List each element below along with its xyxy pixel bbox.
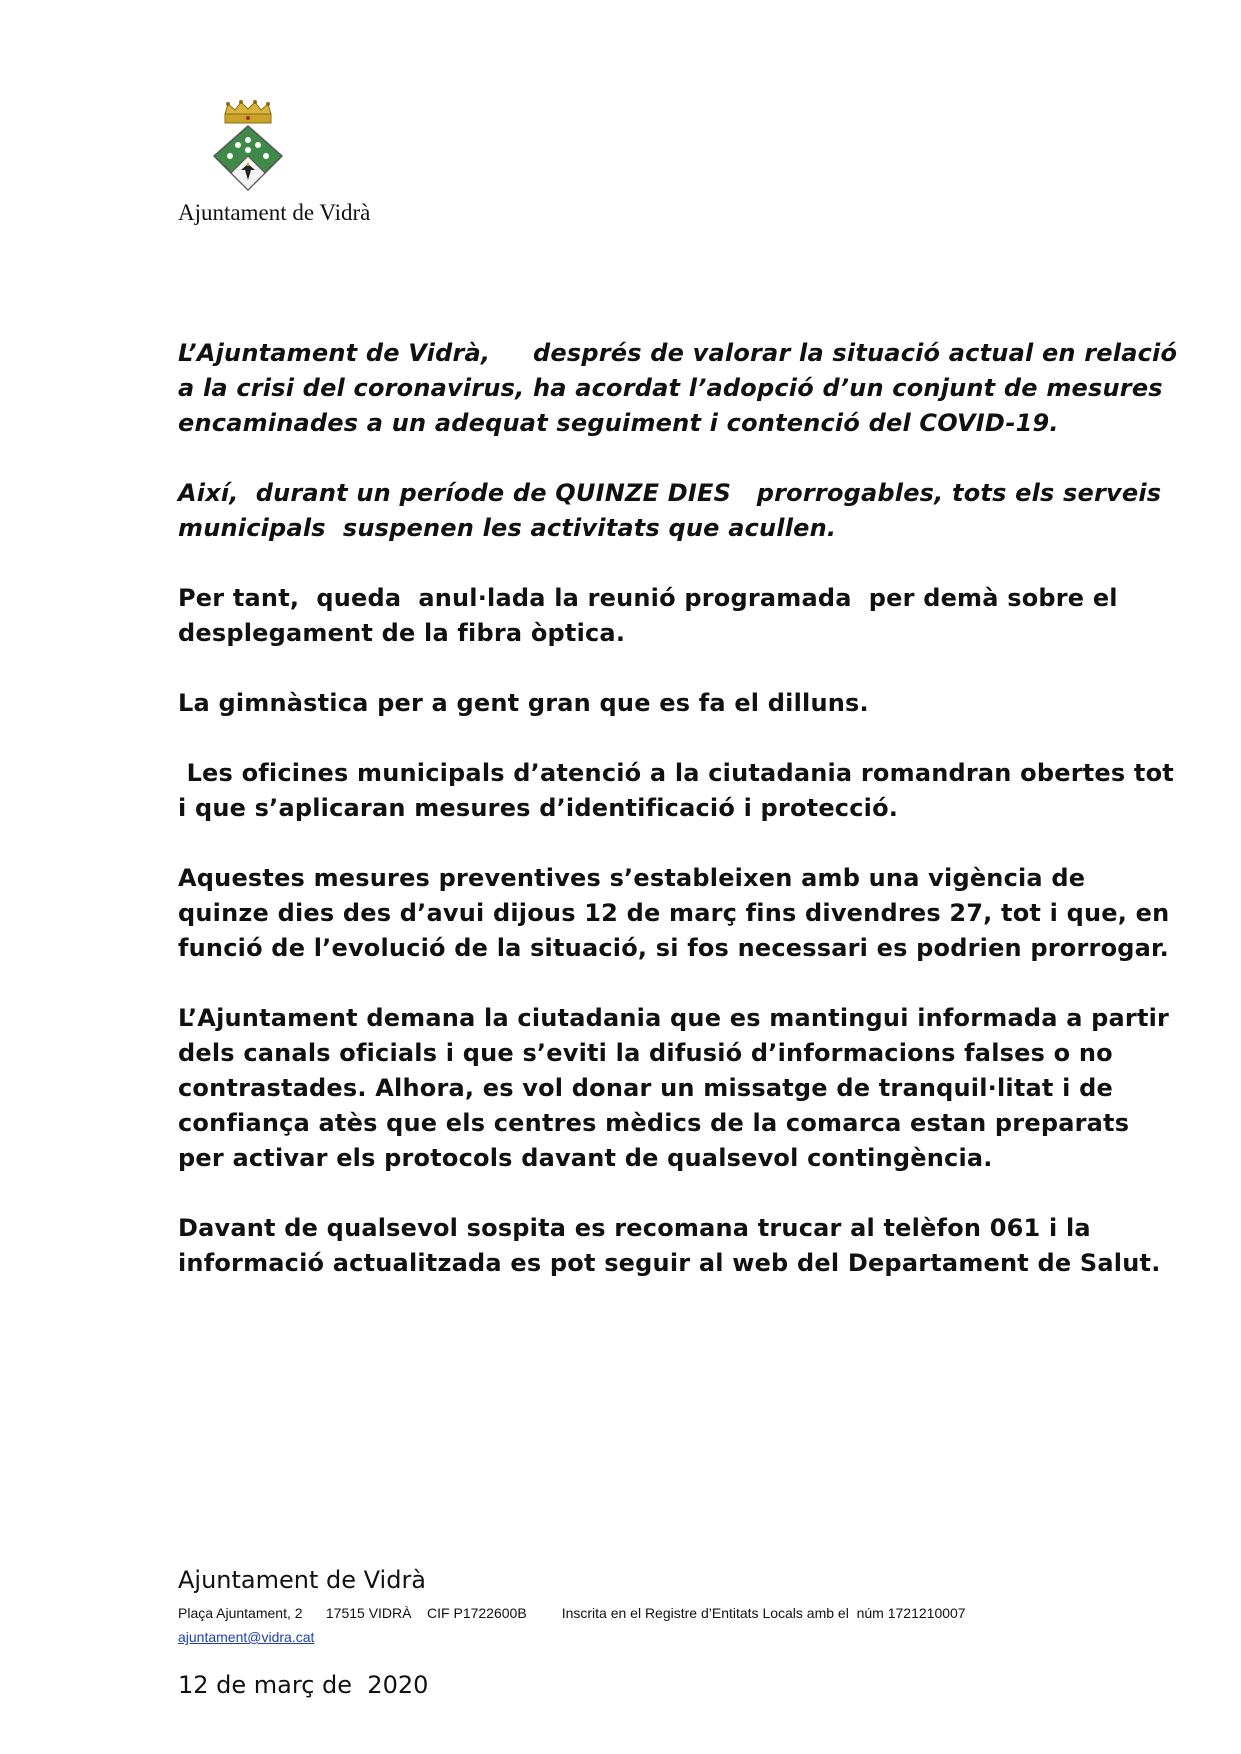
footer-cif: CIF P1722600B: [427, 1605, 527, 1621]
paragraph-validity: Aquestes mesures preventives s’estableixen amb una vigència de quinze dies des d’avui dijous 12 de març fins divendres 27, tot i que, en funció de l’evolució de la situació, si fos necessari es podrien prorrogar.: [178, 864, 1178, 962]
letter-body: [178, 336, 1186, 1316]
signature-date: 12 de març de 2020: [178, 1671, 429, 1699]
paragraph-gymnastics: La gimnàstica per a gent gran que es fa el dilluns.: [178, 689, 869, 717]
paragraph-meeting-cancelled: Per tant, queda anul·lada la reunió programada per demà sobre el desplegament de la fibra òptica.: [178, 584, 1127, 647]
footer-postal: 17515 VIDRÀ: [325, 1605, 412, 1621]
footer-address: Plaça Ajuntament, 2: [178, 1605, 303, 1621]
signature-name: Ajuntament de Vidrà: [178, 1566, 427, 1594]
footer-info: [178, 1601, 1178, 1625]
paragraph-offices: Les oficines municipals d’atenció a la ciutadania romandran obertes tot i que s’aplicaran mesures d’identificació i protecció.: [178, 759, 1183, 822]
paragraph-phone: Davant de qualsevol sospita es recomana trucar al telèfon 061 i la informació actualitzada es pot seguir al web del Departament de Salut.: [178, 1214, 1161, 1277]
crown-icon: [225, 100, 271, 123]
paragraph-intro: L’Ajuntament de Vidrà, després de valorar la situació actual en relació a la crisi del coronavirus, ha acordat l’adopció d’un conjunt de mesures encaminades a un adequat seguiment i contenció del COVID-19.: [178, 339, 1186, 437]
coat-of-arms-icon: [208, 100, 288, 200]
footer: [178, 1601, 1178, 1649]
paragraph-suspension: Així, durant un període de QUINZE DIES prorrogables, tots els serveis municipals suspenen les activitats que acullen.: [178, 479, 1170, 542]
shield-icon: [214, 126, 282, 190]
footer-registry: Inscrita en el Registre d’Entitats Locals amb el núm 1721210007: [561, 1605, 966, 1621]
organization-name: Ajuntament de Vidrà: [178, 200, 371, 225]
footer-email-link[interactable]: ajuntament@vidra.cat: [178, 1629, 315, 1645]
paragraph-official-channels: L’Ajuntament demana la ciutadania que es mantingui informada a partir dels canals oficials i que s’eviti la difusió d’informacions falses o no contrastades. Alhora, es vol donar un missatge de tranquil·litat i de confiança atès que els centres mèdics de la comarca estan preparats per activar els protocols davant de qualsevol contingència.: [178, 1004, 1178, 1172]
